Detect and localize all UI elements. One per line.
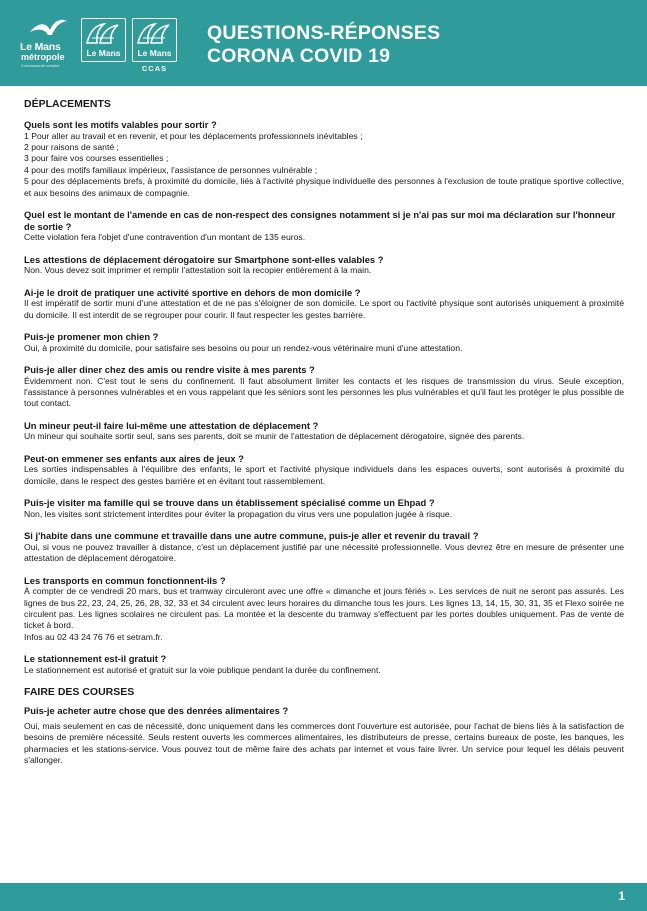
qa-item <box>24 119 624 199</box>
question: Puis-je acheter autre chose que des denrées alimentaires ? <box>24 705 289 717</box>
section-heading: DÉPLACEMENTS <box>24 98 111 110</box>
question: Si j'habite dans une commune et travaille dans une autre commune, puis-je aller et revenir du travail ? <box>24 530 479 542</box>
answer-line: Non, les visites sont strictement interdites pour éviter la propagation du virus vers une population jugée à risque. <box>24 508 453 519</box>
answer <box>24 431 624 442</box>
answer-line: 3 pour faire vos courses essentielles ; <box>24 153 169 164</box>
answer-line: Oui, mais seulement en cas de nécessité, donc uniquement dans les commerces dont l'ouverture est autorisée, pour l'achat de biens liés à la satisfaction de besoins de première nécessité. Seuls restent ouverts les commerces alimentaires, les distributeurs de presse, certains bureaux de poste, les banques, les pharmacies et les stations-service. Vous pouvez tout de même faire des achats par internet et vous faire livrer. Un service pour lequel les délais peuvent s'allonger. <box>24 720 624 766</box>
answer <box>24 343 624 354</box>
qa-content <box>24 98 624 777</box>
answer-line: 1 Pour aller au travail et en revenir, et pour les déplacements professionnels inévitables ; <box>24 130 363 141</box>
qa-item <box>24 653 624 676</box>
footer-banner <box>0 883 647 911</box>
header-banner <box>0 0 647 86</box>
question: Puis-je visiter ma famille qui se trouve dans un établissement spécialisé comme un Ehpad ? <box>24 497 435 509</box>
qa-item <box>24 254 624 277</box>
answer-line: Les sorties indispensables à l'équilibre des enfants, le sport et l'activité physique individuels dans les espaces ouverts, sont autorisés à proximité du domicile, dans le respect des gestes barrière et en évitant tout rassemblement. <box>24 464 624 486</box>
answer-line: 5 pour des déplacements brefs, à proximité du domicile, liés à l'activité physique individuelle des personnes à l'exclusion de toute pratique sportive collective, et aux besoins des animaux de compagnie. <box>24 176 624 198</box>
answer-line: 4 pour des motifs familiaux impérieux, l'assistance de personnes vulnérable ; <box>24 164 318 175</box>
qa-item <box>24 287 624 321</box>
question: Quels sont les motifs valables pour sortir ? <box>24 119 217 130</box>
page-title <box>207 22 440 68</box>
answer <box>24 131 624 199</box>
question: Ai-je le droit de pratiquer une activité sportive en dehors de mon domicile ? <box>24 286 361 298</box>
answer <box>24 509 624 520</box>
answer-line: Infos au 02 43 24 76 76 et setram.fr. <box>24 631 163 642</box>
page-number: 1 <box>618 889 625 903</box>
answer-line: 2 pour raisons de santé ; <box>24 142 119 152</box>
question: Peut-on emmener ses enfants aux aires de jeux ? <box>24 452 244 464</box>
city-emblem-icon <box>84 21 123 47</box>
question: Quel est le montant de l'amende en cas de non-respect des consignes notamment si je n'ai pas sur moi ma déclaration sur l'honneur de sortie ? <box>24 209 616 232</box>
metropole-logo-line2: métropole <box>21 52 65 62</box>
page-title-line2: CORONA COVID 19 <box>207 45 391 67</box>
bird-icon <box>28 18 68 40</box>
question: Puis-je aller diner chez des amis ou rendre visite à mes parents ? <box>24 364 315 376</box>
qa-item <box>24 209 624 244</box>
answer-line: Évidemment non. C'est tout le sens du confinement. Il faut absolument limiter les contacts et les risques de transmission du virus. Seule exception, l'assistance à personnes vulnérables et en vous rappelant que les séniors sont les personnes les plus vulnérables et qu'il faut les protéger le plus possible de tout contact. <box>24 375 624 409</box>
qa-item <box>24 497 624 520</box>
answer <box>24 586 624 643</box>
metropole-logo-tagline: Communauté urbaine <box>21 63 60 68</box>
answer <box>24 232 624 243</box>
answer <box>24 721 624 767</box>
answer-line: Le stationnement est autorisé et gratuit sur la voie publique pendant la durée du confinement. <box>24 664 381 675</box>
ccas-emblem-icon <box>135 21 174 47</box>
question: Les transports en commun fonctionnent-ils ? <box>24 574 226 586</box>
answer-line: Oui, si vous ne pouvez travailler à distance, c'est un déplacement justifié par une nécessité professionnelle. Vous devrez être en mesure de présenter une attestation de déplacement dérogatoire. <box>24 541 624 564</box>
answer-line: Non. Vous devez soit imprimer et remplir l'attestation soit la recopier entièrement à la main. <box>24 265 372 276</box>
metropole-logo-line1: Le Mans <box>20 41 61 53</box>
qa-item <box>24 364 624 410</box>
answer-line: À compter de ce vendredi 20 mars, bus et tramway circuleront avec une offre « dimanche et jours fériés ». Les services de nuit ne seront pas assurés. Les lignes de bus 22, 23, 24, 25, 26, 28, 32, 33 et 34 circulent avec leurs horaires du dimanche tous les jours. Les lignes 13, 14, 15, 30, 31, 35 et Flexo soirée ne circulent pas. Les lignes scolaires ne circulent pas. La montée et la descente du tramway s'effectuent par les portes doubles uniquement. Pas de vente de ticket à bord. <box>24 586 624 631</box>
ccas-logo <box>132 18 177 62</box>
answer-line: Cette violation fera l'objet d'une contravention d'un montant de 135 euros. <box>24 232 306 243</box>
answer-line: Un mineur qui souhaite sortir seul, sans ses parents, doit se munir de l'attestation de déplacement dérogatoire, signée des parents. <box>24 431 525 442</box>
answer <box>24 265 624 276</box>
answer <box>24 298 624 321</box>
answer <box>24 376 624 410</box>
answer-line: Oui, à proximité du domicile, pour satisfaire ses besoins ou pour un rendez-vous vétérinaire muni d'une attestation. <box>24 342 463 353</box>
question: Le stationnement est-il gratuit ? <box>24 653 167 665</box>
ccas-logo-city-label: Le Mans <box>137 48 172 58</box>
ccas-logo-label: CCAS <box>141 64 168 73</box>
answer <box>24 464 624 487</box>
le-mans-logo-label: Le Mans <box>86 48 121 58</box>
section-heading: FAIRE DES COURSES <box>24 686 135 699</box>
answer <box>24 665 624 676</box>
answer <box>24 542 624 565</box>
question: Un mineur peut-il faire lui-même une attestation de déplacement ? <box>24 419 319 431</box>
qa-item <box>24 705 624 766</box>
answer-line: Il est impératif de sortir muni d'une attestation et de ne pas s'éloigner de son domicile. Le sport ou l'activité physique sont autorisés uniquement à proximité du domicile. Il est interdit de se regrouper pour courir. Il faut respecter les gestes barrière. <box>24 298 624 320</box>
qa-item <box>24 530 624 564</box>
question: Les attestions de déplacement dérogatoire sur Smartphone sont-elles valables ? <box>24 253 384 265</box>
qa-item <box>24 575 624 644</box>
qa-item <box>24 453 624 487</box>
le-mans-logo <box>81 18 126 62</box>
question: Puis-je promener mon chien ? <box>24 331 159 343</box>
qa-item <box>24 420 624 443</box>
page-title-line1: QUESTIONS-RÉPONSES <box>207 22 441 44</box>
le-mans-metropole-logo <box>20 18 76 74</box>
logo-group <box>20 18 180 76</box>
qa-item <box>24 331 624 354</box>
